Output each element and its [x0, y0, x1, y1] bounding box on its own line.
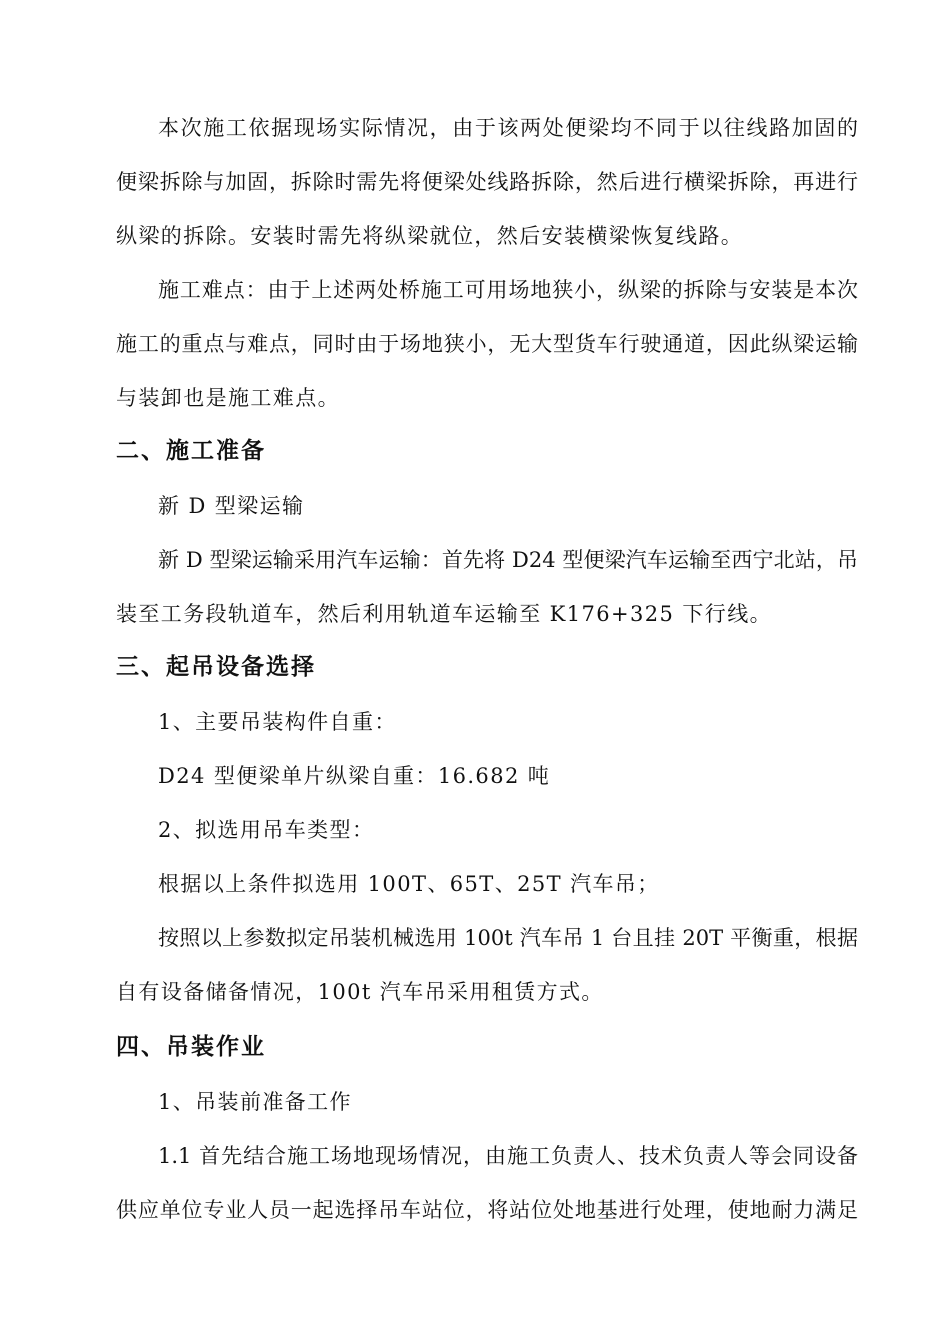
section-heading-preparation: 二、施工准备: [116, 438, 266, 464]
paragraph-crane-selection-line-2: 自有设备储备情况，100t 汽车吊采用租赁方式。: [116, 980, 604, 1004]
paragraph-transport-method-line-1: 新 D 型梁运输采用汽车运输：首先将 D24 型便梁汽车运输至西宁北站，吊: [158, 548, 858, 572]
section-heading-lifting-equipment: 三、起吊设备选择: [116, 654, 316, 680]
section-heading-lifting-operation: 四、吊装作业: [116, 1034, 266, 1060]
paragraph-crane-type-title: 2、拟选用吊车类型：: [158, 818, 375, 842]
paragraph-construction-basis-line-1: 本次施工依据现场实际情况，由于该两处便梁均不同于以往线路加固的: [158, 116, 858, 140]
paragraph-crane-options: 根据以上条件拟选用 100T、65T、25T 汽车吊；: [158, 872, 660, 896]
paragraph-d-beam-transport: 新 D 型梁运输: [158, 494, 305, 518]
paragraph-site-selection-line-2: 供应单位专业人员一起选择吊车站位，将站位处地基进行处理，使地耐力满足: [116, 1198, 858, 1222]
paragraph-construction-basis-line-2: 便梁拆除与加固，拆除时需先将便梁处线路拆除，然后进行横梁拆除，再进行: [116, 170, 858, 194]
paragraph-component-weight-title: 1、主要吊装构件自重：: [158, 710, 397, 734]
paragraph-transport-method-line-2: 装至工务段轨道车，然后利用轨道车运输至 K176+325 下行线。: [116, 602, 772, 626]
paragraph-difficulty-line-2: 施工的重点与难点，同时由于场地狭小，无大型货车行驶通道，因此纵梁运输: [116, 332, 858, 356]
paragraph-construction-basis-line-3: 纵梁的拆除。安装时需先将纵梁就位，然后安装横梁恢复线路。: [116, 224, 744, 248]
paragraph-difficulty-line-1: 施工难点：由于上述两处桥施工可用场地狭小，纵梁的拆除与安装是本次: [158, 278, 858, 302]
paragraph-difficulty-line-3: 与装卸也是施工难点。: [116, 386, 340, 410]
paragraph-site-selection-line-1: 1.1 首先结合施工场地现场情况，由施工负责人、技术负责人等会同设备: [158, 1144, 858, 1168]
paragraph-beam-weight: D24 型便梁单片纵梁自重：16.682 吨: [158, 764, 551, 788]
paragraph-preparation-work-title: 1、吊装前准备工作: [158, 1090, 352, 1114]
paragraph-crane-selection-line-1: 按照以上参数拟定吊装机械选用 100t 汽车吊 1 台且挂 20T 平衡重，根据: [158, 926, 858, 950]
